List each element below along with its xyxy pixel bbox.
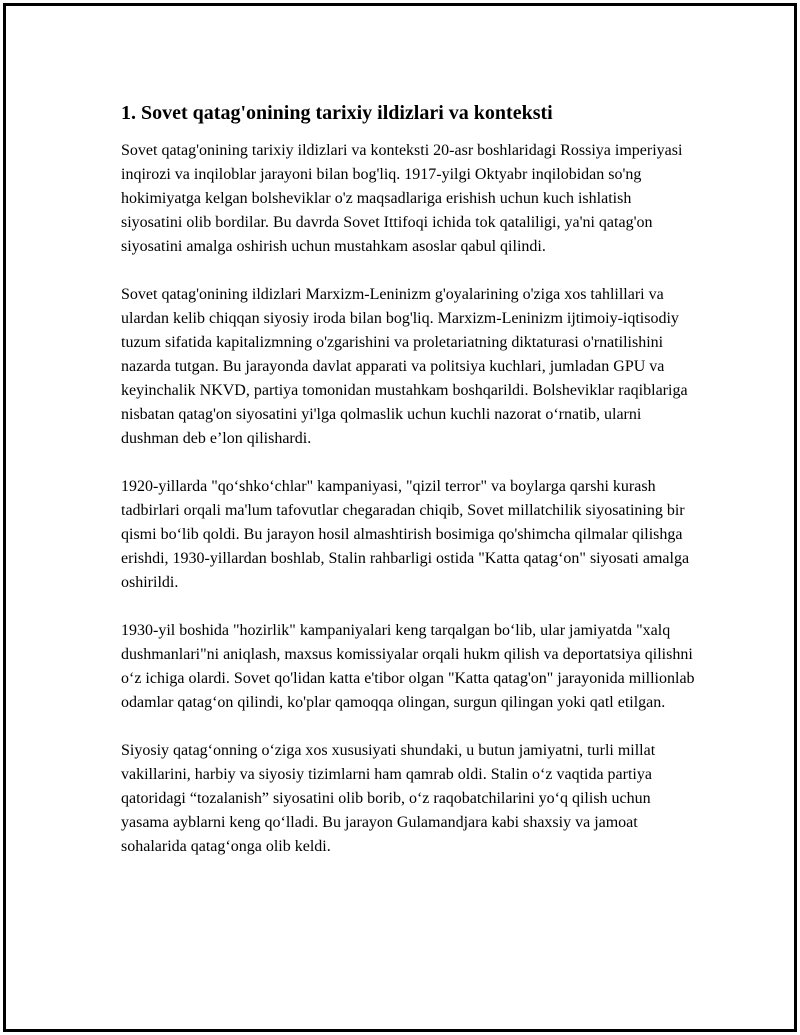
document-content (121, 100, 696, 883)
paragraph-5: Siyosiy qatag‘onning o‘ziga xos xususiyati shundaki, u butun jamiyatni, turli millat vakillarini, harbiy va siyosiy tizimlarni ham qamrab oldi. Stalin o‘z vaqtida partiya qatoridagi “tozalanish” siyosatini olib borib, o‘z raqobatchilarini yo‘q qilish uchun yasama ayblarni keng qo‘lladi. Bu jarayon Gulamandjara kabi shaxsiy va jamoat sohalarida qatag‘onga olib keldi. (121, 742, 656, 855)
page-frame (3, 3, 797, 1032)
paragraph-2: Sovet qatag'onining ildizlari Marxizm-Leninizm g'oyalarining o'ziga xos tahlillari va ulardan kelib chiqqan siyosiy iroda bilan bog'liq. Marxizm-Leninizm ijtimoiy-iqtisodiy tuzum sifatida kapitalizmning o'zgarishini va proletariatning diktaturasi o'rnatilishini nazarda tutgan. Bu jarayonda davlat apparati va politsiya kuchlari, jumladan GPU va keyinchalik NKVD, partiya tomonidan mustahkam boshqarildi. Bolsheviklar raqiblariga nisbatan qatag'on siyosatini yi'lga qolmaslik uchun kuchli nazorat o‘rnatib, ularni dushman deb e’lon qilishardi. (121, 286, 688, 447)
section-heading: 1. Sovet qatag'onining tarixiy ildizlari va konteksti (121, 102, 553, 124)
paragraph-4: 1930-yil boshida "hozirlik" kampaniyalari keng tarqalgan bo‘lib, ular jamiyatda "xalq dushmanlari"ni aniqlash, maxsus komissiyalar orqali hukm qilish va deportatsiya qilishni o‘z ichiga olardi. Sovet qo'lidan katta e'tibor olgan "Katta qatag'on" jarayonida millionlab odamlar qatag‘on qilindi, ko'plar qamoqqa olingan, surgun qilingan yoki qatl etilgan. (121, 622, 695, 711)
paragraph-3: 1920-yillarda "qo‘shko‘chlar" kampaniyasi, "qizil terror" va boylarga qarshi kurash tadbirlari orqali ma'lum tafovutlar chegaradan chiqib, Sovet millatchilik siyosatining bir qismi bo‘lib qoldi. Bu jarayon hosil almashtirish bosimiga qo'shimcha qilmalar qilishga erishdi, 1930-yillardan boshlab, Stalin rahbarligi ostida "Katta qatag‘on" siyosati amalga oshirildi. (121, 478, 690, 591)
paragraph-1: Sovet qatag'onining tarixiy ildizlari va konteksti 20-asr boshlaridagi Rossiya imperiyasi inqirozi va inqiloblar jarayoni bilan bog'liq. 1917-yilgi Oktyabr inqilobidan so'ng hokimiyatga kelgan bolsheviklar o'z maqsadlariga erishish uchun kuch ishlatish siyosatini olib bordilar. Bu davrda Sovet Ittifoqi ichida tok qataliligi, ya'ni qatag'on siyosatini amalga oshirish uchun mustahkam asoslar qabul qilindi. (121, 142, 683, 255)
